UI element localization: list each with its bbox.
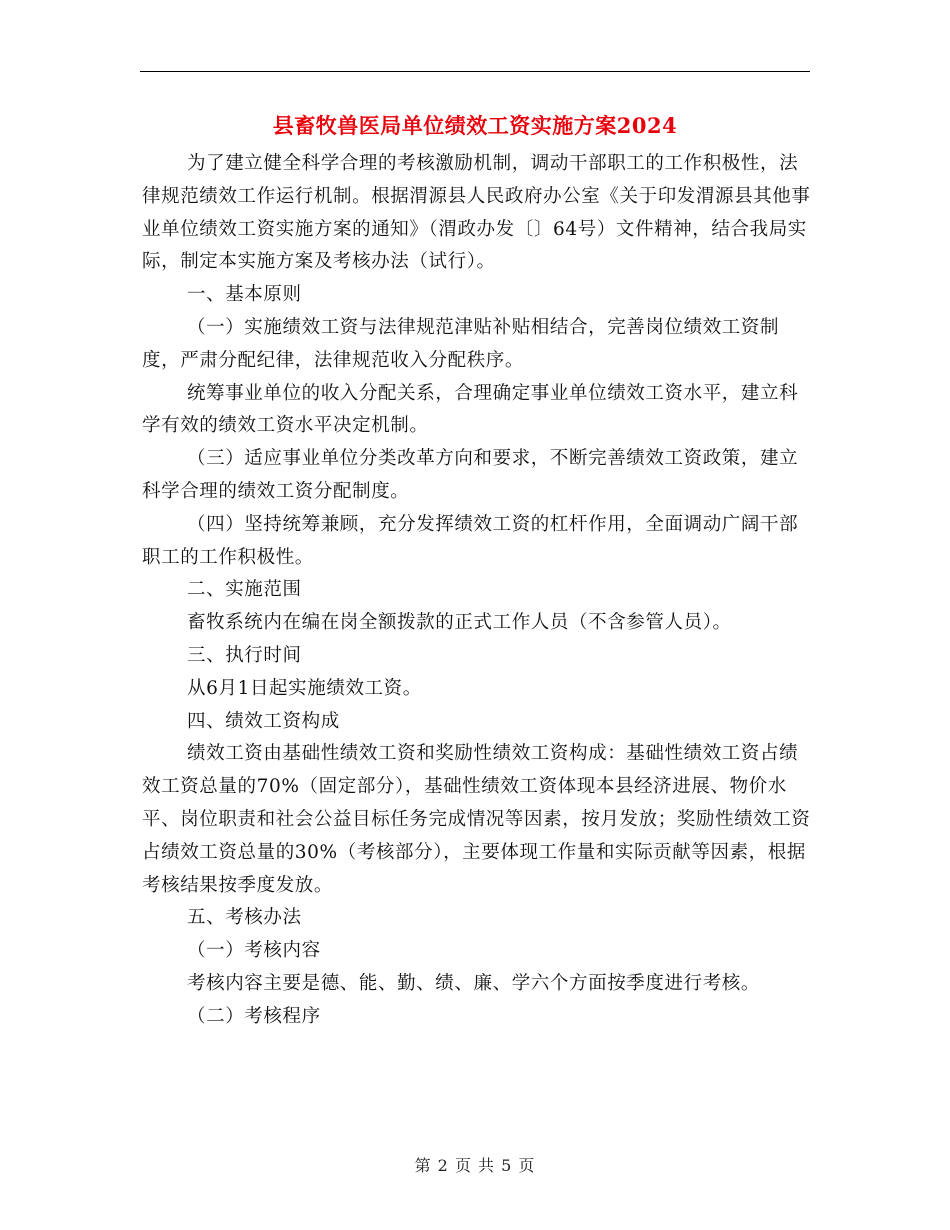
heading-effective-time: 三、执行时间 <box>187 644 302 666</box>
heading-composition: 四、绩效工资构成 <box>187 710 340 732</box>
paragraph-composition: 绩效工资由基础性绩效工资和奖励性绩效工资构成：基础性绩效工资占绩效工资总量的70%（固定部分），基础性绩效工资体现本县经济进展、物价水平、岗位职责和社会公益目标任务完成情况等因素，按月发放；奖励性绩效工资占绩效工资总量的30%（考核部分），主要体现工作量和实际贡献等因素，根据考核结果按季度发放。 <box>142 743 811 896</box>
paragraph-principle-3: （三）适应事业单位分类改革方向和要求，不断完善绩效工资政策，建立科学合理的绩效工资分配制度。 <box>142 448 799 502</box>
paragraph-assessment-content: 考核内容主要是德、能、勤、绩、廉、学六个方面按季度进行考核。 <box>187 972 761 994</box>
heading-basic-principles: 一、基本原则 <box>187 284 302 306</box>
paragraph-effective-time: 从6月1日起实施绩效工资。 <box>187 677 422 699</box>
paragraph-scope: 畜牧系统内在编在岗全额拨款的正式工作人员（不含参管人员）。 <box>187 612 732 634</box>
page-number-footer: 第 2 页 共 5 页 <box>414 1156 536 1175</box>
document-body <box>142 148 812 1034</box>
heading-assessment: 五、考核办法 <box>187 907 302 929</box>
header-rule <box>140 71 810 72</box>
paragraph-principle-4: （四）坚持统筹兼顾，充分发挥绩效工资的杠杆作用，全面调动广阔干部职工的工作积极性。 <box>142 513 799 568</box>
paragraph-principle-1: （一）实施绩效工资与法律规范津贴补贴相结合，完善岗位绩效工资制度，严肃分配纪律，法律规范收入分配秩序。 <box>142 316 780 371</box>
subheading-assessment-procedure: （二）考核程序 <box>187 1005 321 1027</box>
document-title: 县畜牧兽医局单位绩效工资实施方案2024 <box>272 113 678 138</box>
paragraph-principle-2: 统筹事业单位的收入分配关系，合理确定事业单位绩效工资水平，建立科学有效的绩效工资水平决定机制。 <box>142 382 799 437</box>
heading-scope: 二、实施范围 <box>187 579 302 601</box>
subheading-assessment-content: （一）考核内容 <box>187 940 321 962</box>
paragraph-intro: 为了建立健全科学合理的考核激励机制，调动干部职工的工作积极性，法律规范绩效工作运行机制。根据渭源县人民政府办公室《关于印发渭源县其他事业单位绩效工资实施方案的通知》（渭政办发〔〕64号）文件精神，结合我局实际，制定本实施方案及考核办法（试行）。 <box>142 153 811 273</box>
